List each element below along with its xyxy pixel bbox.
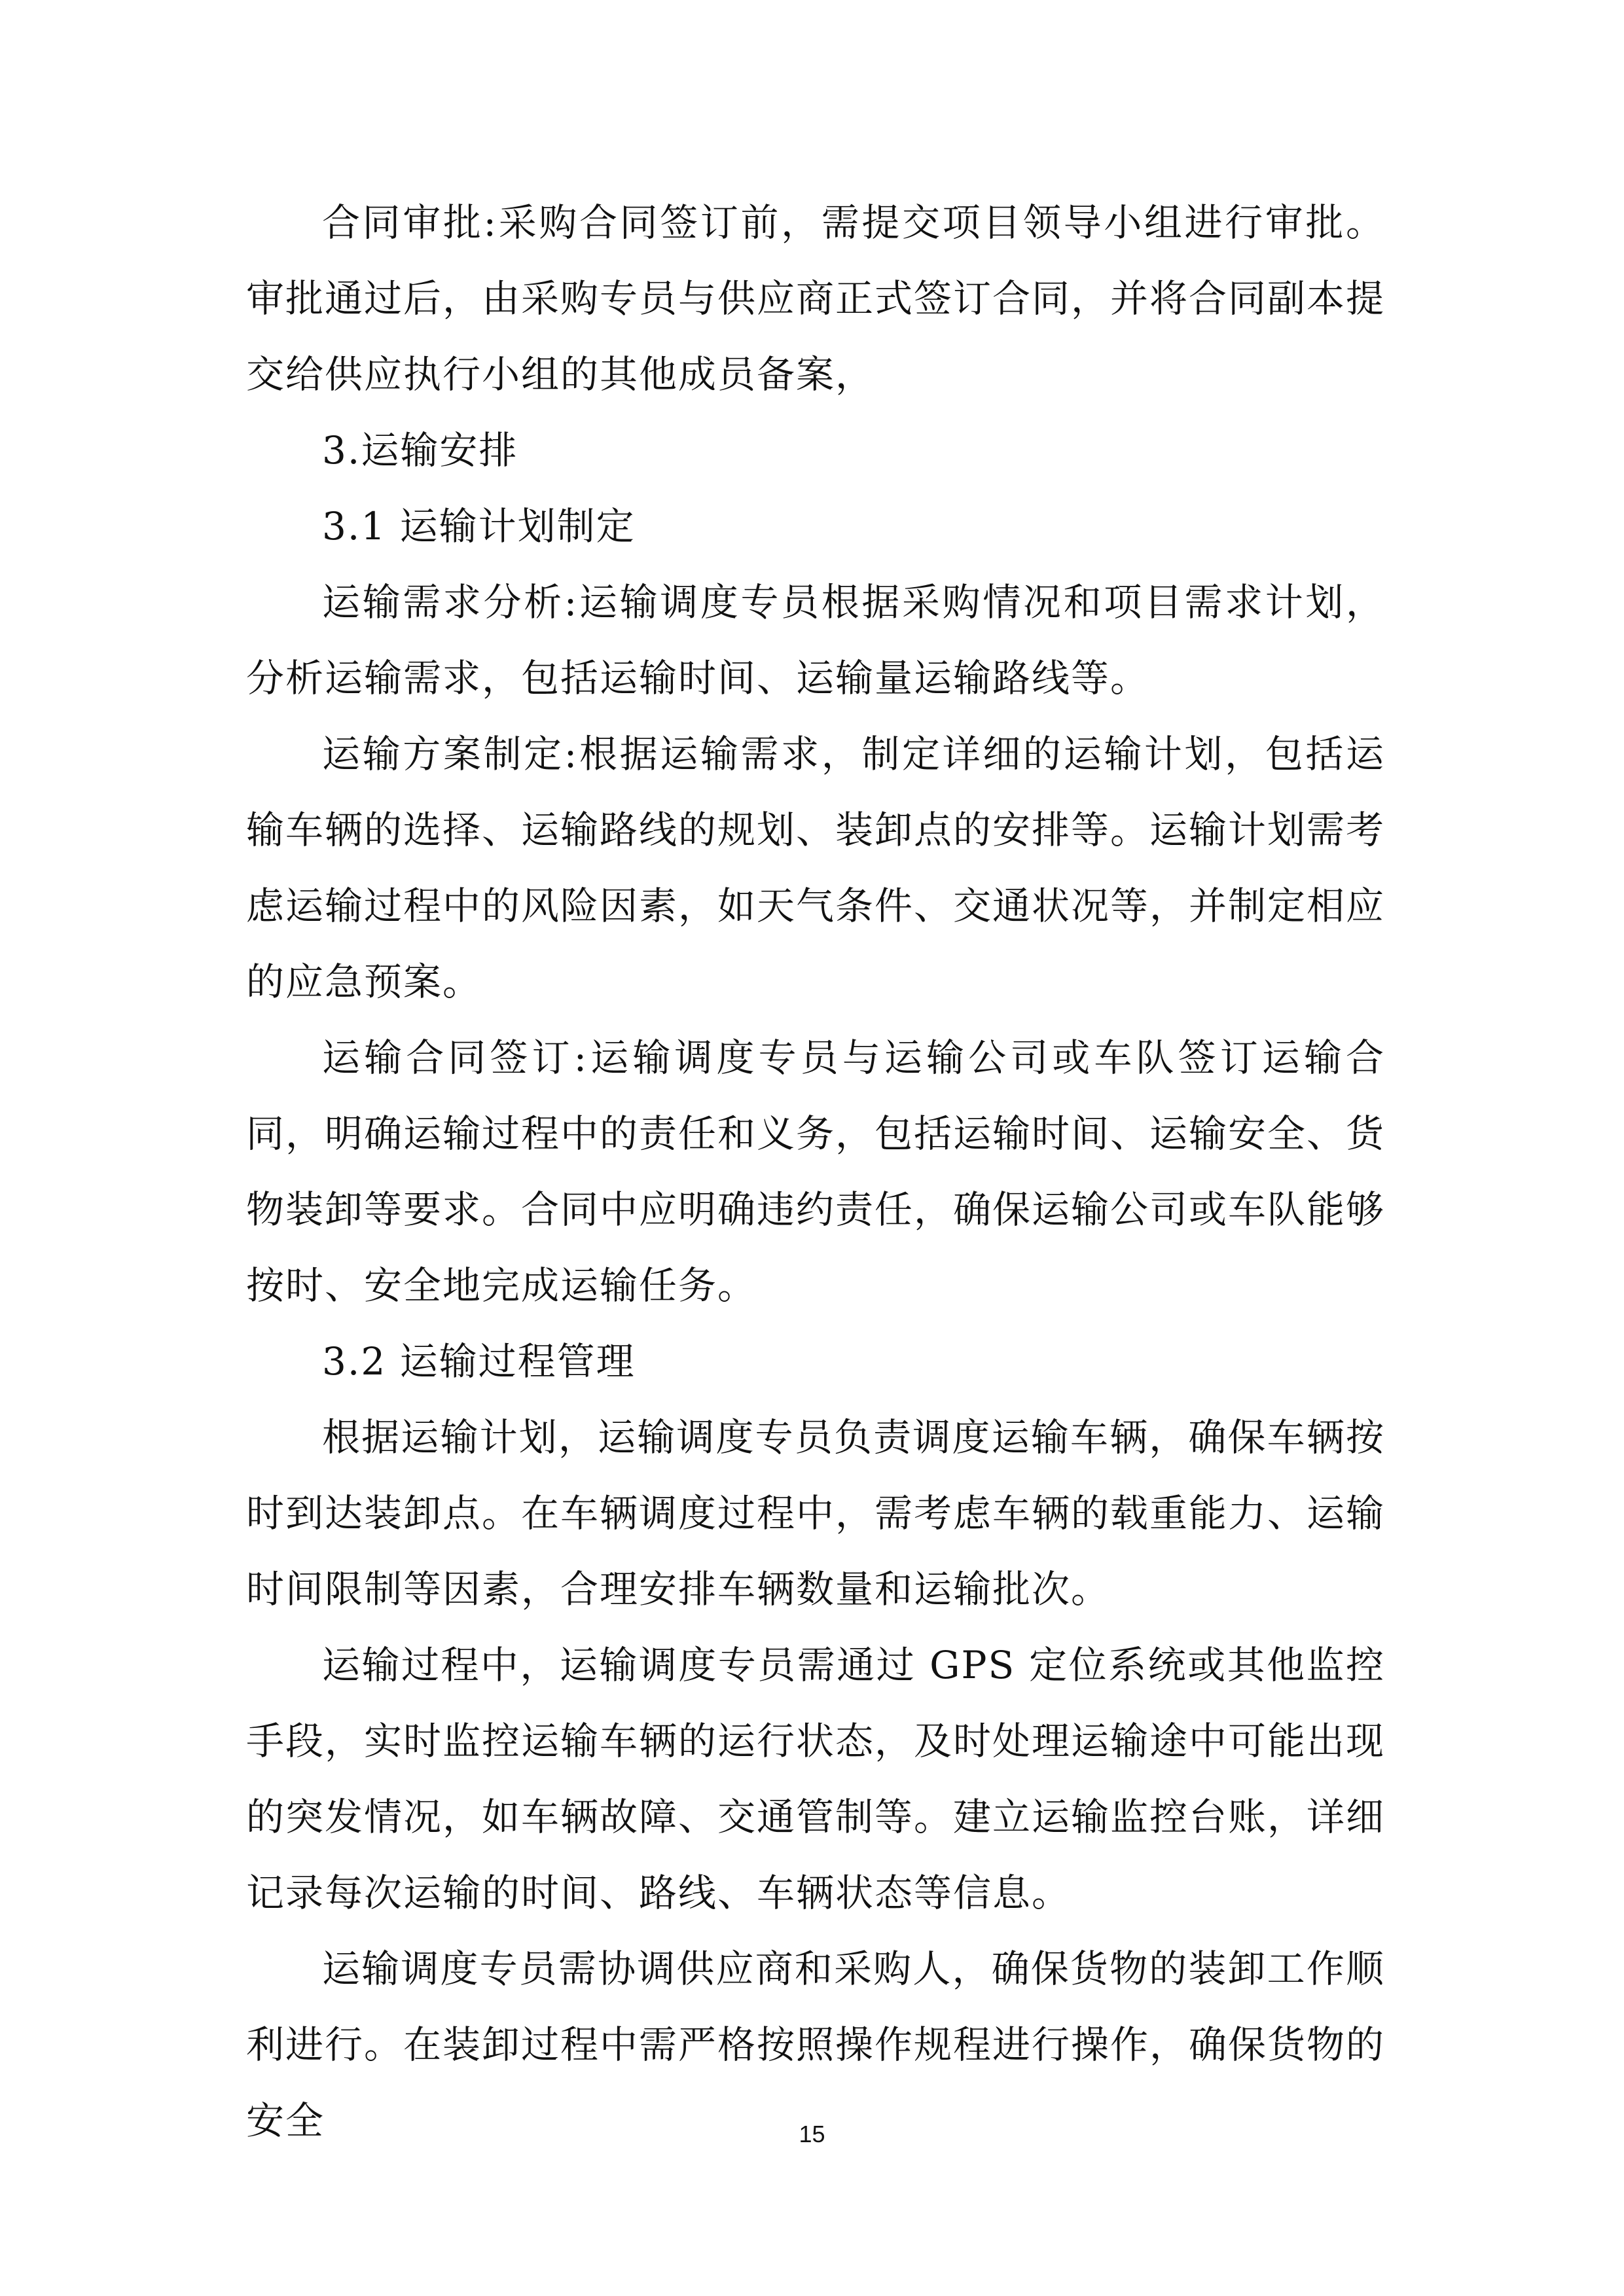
- paragraph-contract-approval: 合同审批:采购合同签订前，需提交项目领导小组进行审批。审批通过后，由采购专员与供应商正式签订合同，并将合同副本提交给供应执行小组的其他成员备案，: [246, 200, 1386, 397]
- paragraph-transport-contract: 运输合同签订:运输调度专员与运输公司或车队签订运输合同，明确运输过程中的责任和义务，包括运输时间、运输安全、货物装卸等要求。合同中应明确违约责任，确保运输公司或车队能够按时、安全地完成运输任务。: [246, 1035, 1386, 1308]
- subsection-heading-transport-plan: 3.1 运输计划制定: [322, 504, 636, 548]
- paragraph-loading-coordination: 运输调度专员需协调供应商和采购人，确保货物的装卸工作顺利进行。在装卸过程中需严格按照操作规程进行操作，确保货物的安全: [246, 1946, 1386, 2143]
- paragraph-transport-monitoring: 运输过程中，运输调度专员需通过 GPS 定位系统或其他监控手段，实时监控运输车辆的运行状态，及时处理运输途中可能出现的突发情况，如车辆故障、交通管制等。建立运输监控台账，详细记录每次运输的时间、路线、车辆状态等信息。: [246, 1643, 1386, 1915]
- document-body: [246, 185, 1385, 2159]
- paragraph-transport-demand: 运输需求分析:运输调度专员根据采购情况和项目需求计划，分析运输需求，包括运输时间、运输量运输路线等。: [246, 580, 1385, 700]
- paragraph-transport-scheme: 运输方案制定:根据运输需求，制定详细的运输计划，包括运输车辆的选择、运输路线的规划、装卸点的安排等。运输计划需考虑运输过程中的风险因素，如天气条件、交通状况等，并制定相应的应急预案。: [246, 732, 1386, 1004]
- paragraph-vehicle-dispatch: 根据运输计划，运输调度专员负责调度运输车辆，确保车辆按时到达装卸点。在车辆调度过程中，需考虑车辆的载重能力、运输时间限制等因素，合理安排车辆数量和运输批次。: [246, 1415, 1386, 1611]
- page-number: 15: [799, 2121, 825, 2147]
- section-heading-transport: 3.运输安排: [322, 428, 518, 473]
- subsection-heading-transport-process: 3.2 运输过程管理: [322, 1339, 636, 1384]
